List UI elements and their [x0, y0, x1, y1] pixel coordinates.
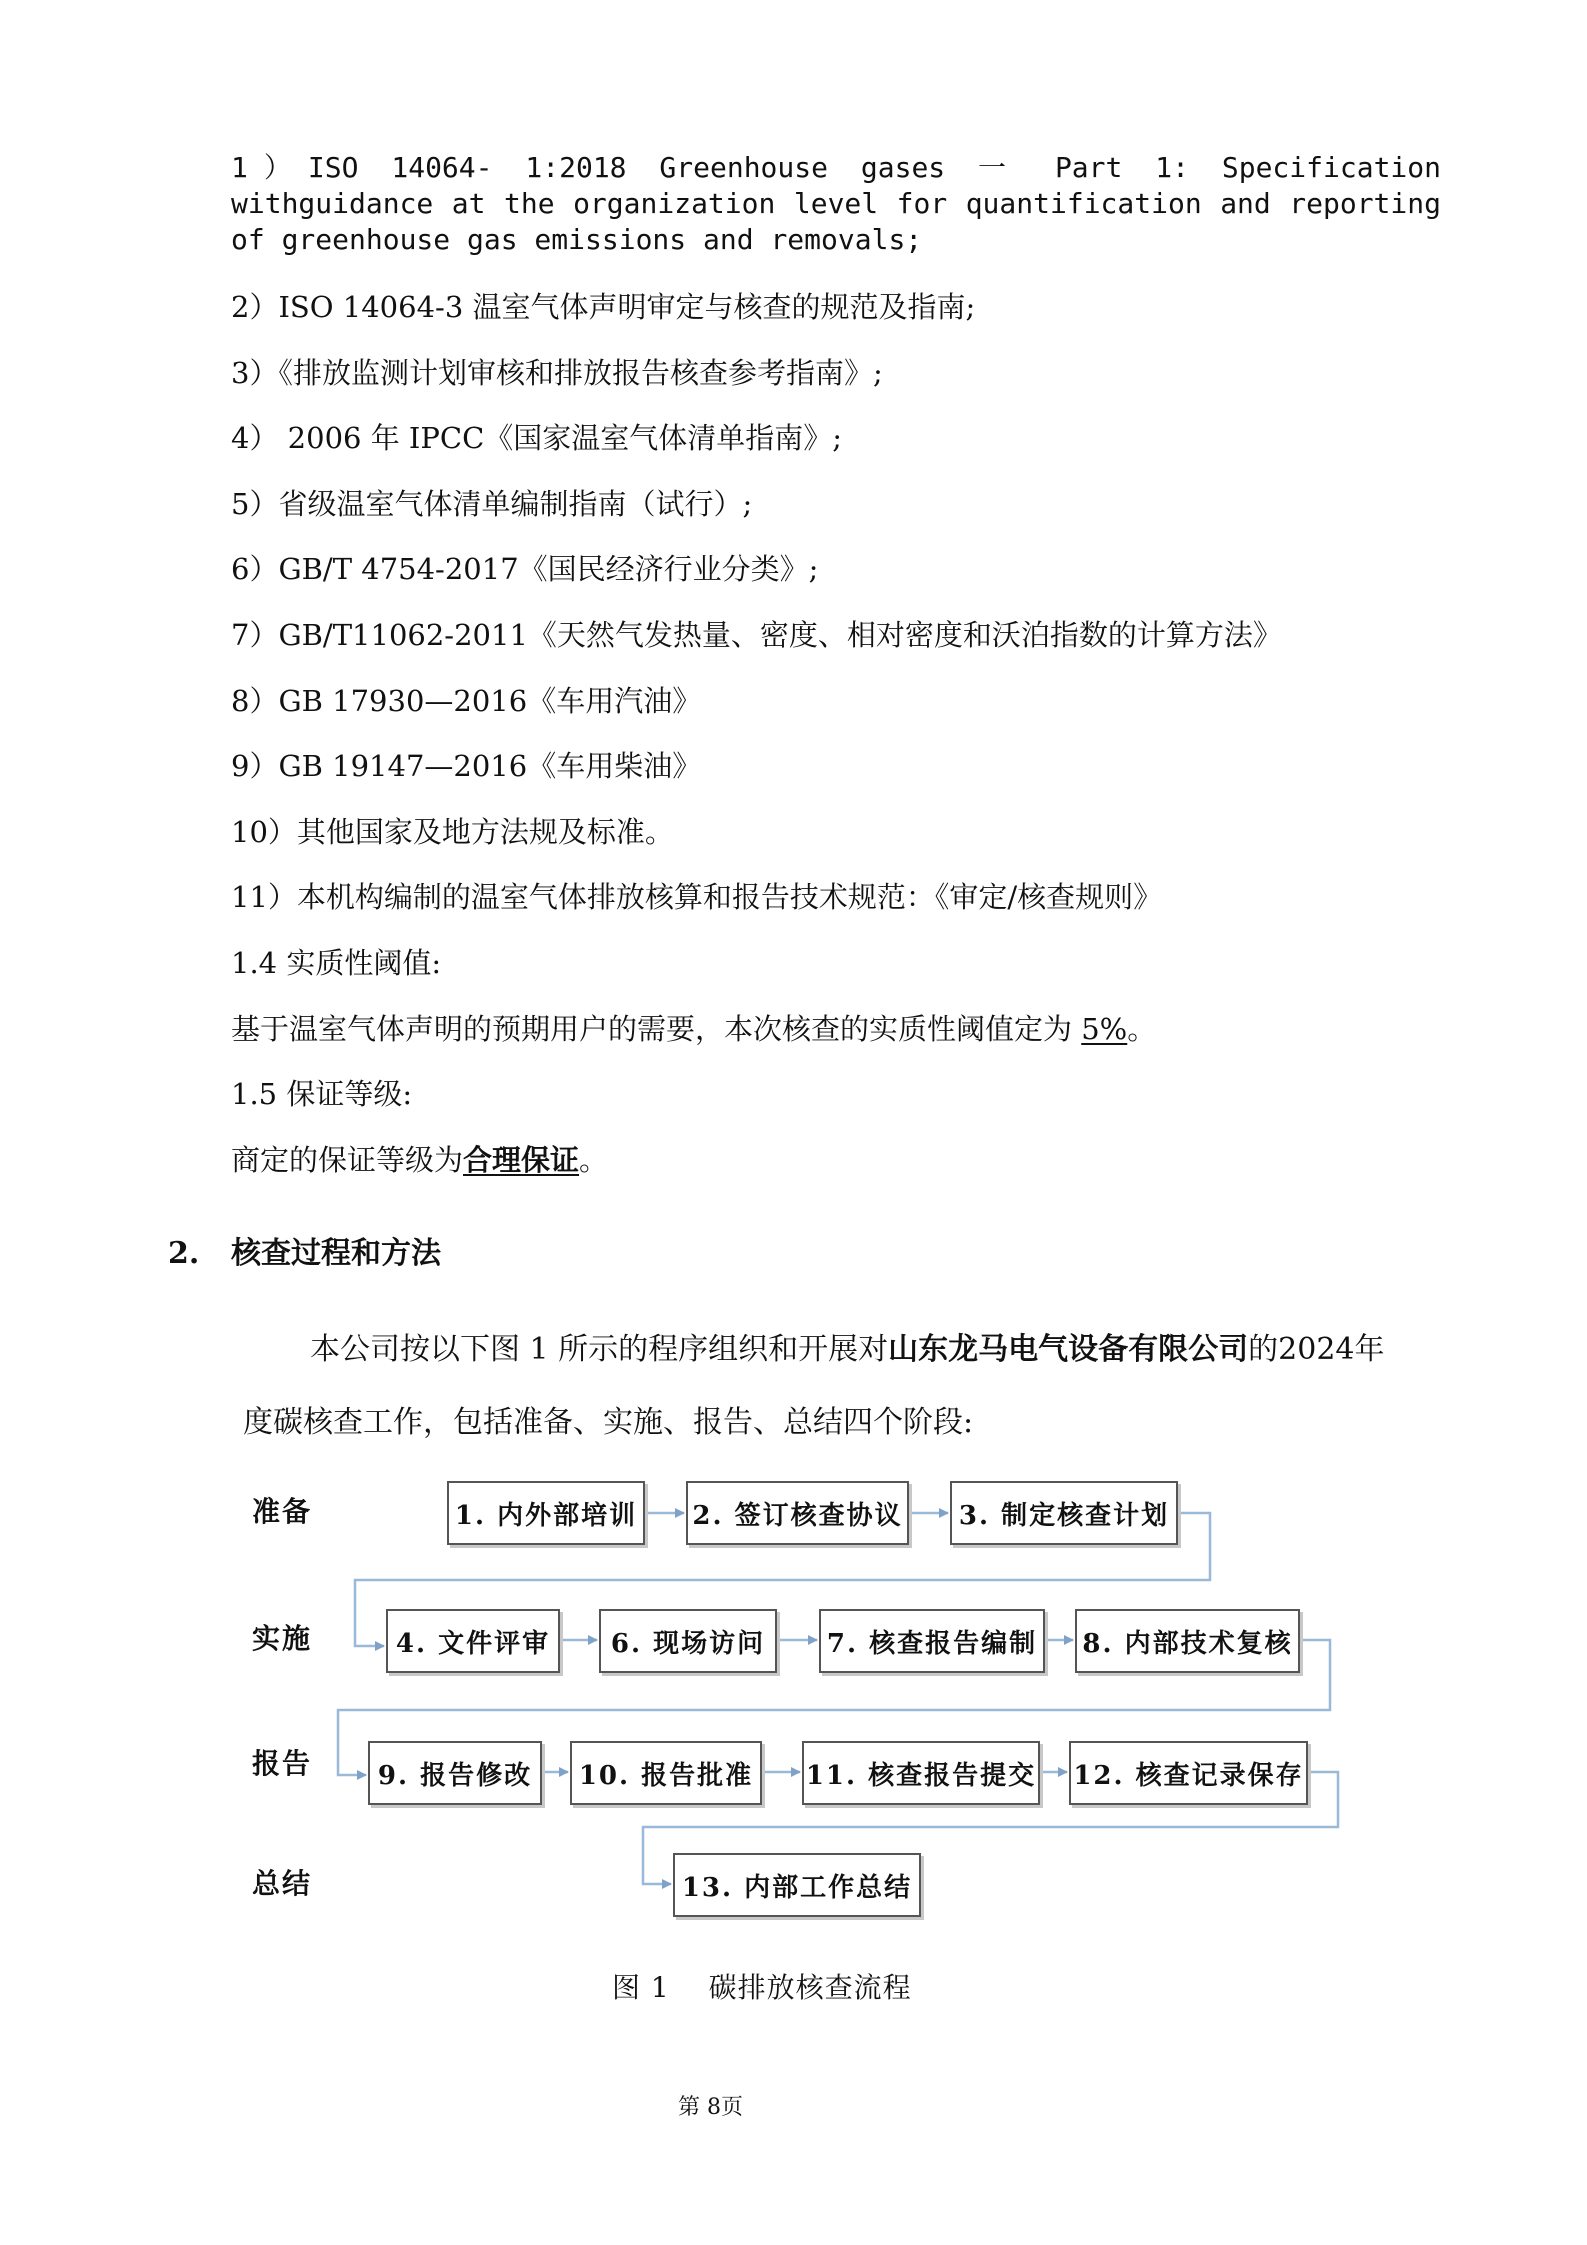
stage-prepare: 准备 — [252, 1495, 313, 1528]
assurance-value: 合理保证 — [463, 1143, 580, 1177]
step-8-box: 8. 内部技术复核 — [1075, 1609, 1300, 1673]
stage-report: 报告 — [252, 1747, 313, 1780]
figure-caption: 图 1 碳排放核查流程 — [612, 1971, 912, 2004]
step-13-box: 13. 内部工作总结 — [673, 1853, 921, 1917]
step-3-box: 3. 制定核查计划 — [950, 1481, 1178, 1545]
reference-9: 9）GB 19147—2016《车用柴油》 — [231, 749, 702, 783]
reference-6: 6）GB/T 4754-2017《国民经济行业分类》; — [231, 552, 819, 586]
reference-1-line-1: 1）ISO 14064- 1:2018 Greenhouse gases 一 Part 1: Specification — [231, 151, 1441, 184]
reference-2: 2）ISO 14064-3 温室气体声明审定与核查的规范及指南; — [231, 290, 976, 324]
stage-implement: 实施 — [252, 1622, 313, 1655]
page-footer: 第 8页 — [678, 2095, 743, 2120]
reference-4: 4） 2006 年 IPCC《国家温室气体清单指南》; — [231, 421, 843, 455]
intro-text-after: 的2024年 — [1248, 1332, 1385, 1367]
reference-3: 3）《排放监测计划审核和排放报告核查参考指南》; — [231, 356, 883, 390]
assurance-text-before: 商定的保证等级为 — [231, 1143, 464, 1177]
section-2-number: 2. — [168, 1236, 200, 1271]
step-2-box: 2. 签订核查协议 — [686, 1481, 909, 1545]
reference-8: 8）GB 17930—2016《车用汽油》 — [231, 684, 702, 718]
stage-summary: 总结 — [252, 1867, 313, 1900]
reference-7: 7）GB/T11062-2011《天然气发热量、密度、相对密度和沃泊指数的计算方法》 — [231, 618, 1282, 652]
intro-text-before: 本公司按以下图 1 所示的程序组织和开展对 — [310, 1332, 889, 1367]
step-10-box: 10. 报告批准 — [570, 1741, 762, 1805]
step-12-box: 12. 核查记录保存 — [1069, 1741, 1308, 1805]
step-1-box: 1. 内外部培训 — [447, 1481, 645, 1545]
step-11-box: 11. 核查报告提交 — [802, 1741, 1040, 1805]
step-4-box: 4. 文件评审 — [386, 1609, 560, 1673]
materiality-heading: 1.4 实质性阈值: — [231, 946, 442, 980]
step-7-box: 7. 核查报告编制 — [819, 1609, 1045, 1673]
materiality-text-after: 。 — [1127, 1012, 1157, 1046]
reference-5: 5）省级温室气体清单编制指南（试行）; — [231, 487, 753, 521]
reference-11: 11）本机构编制的温室气体排放核算和报告技术规范：《审定/核查规则》 — [231, 880, 1163, 914]
assurance-heading: 1.5 保证等级: — [231, 1077, 413, 1111]
assurance-text-after: 。 — [579, 1143, 609, 1177]
company-name: 山东龙马电气设备有限公司 — [888, 1332, 1249, 1367]
section-2-title: 核查过程和方法 — [231, 1236, 441, 1271]
materiality-value: 5% — [1081, 1012, 1128, 1046]
intro-line-2: 度碳核查工作，包括准备、实施、报告、总结四个阶段: — [243, 1405, 974, 1440]
reference-1-line-3: of greenhouse gas emissions and removals; — [231, 223, 923, 256]
materiality-text-before: 基于温室气体声明的预期用户的需要，本次核查的实质性阈值定为 — [231, 1012, 1082, 1046]
step-9-box: 9. 报告修改 — [368, 1741, 542, 1805]
reference-1-line-2: withguidance at the organization level for quantification and reporting — [231, 187, 1441, 220]
step-6-box: 6. 现场访问 — [599, 1609, 777, 1673]
reference-10: 10）其他国家及地方法规及标准。 — [231, 815, 674, 849]
